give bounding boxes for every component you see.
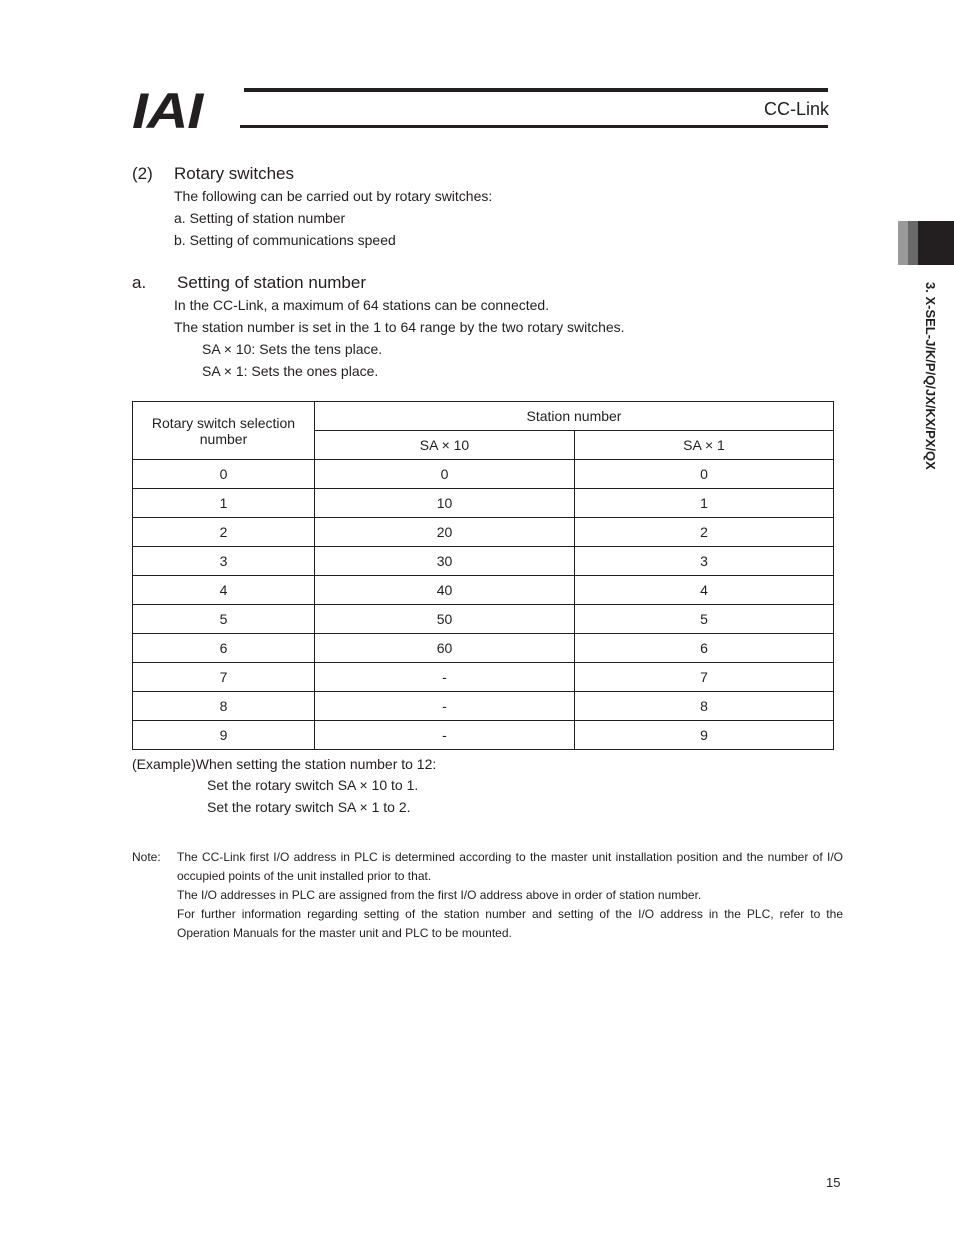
- section2-line: The following can be carried out by rotary switches:: [174, 188, 493, 204]
- table-cell: 8: [133, 692, 315, 721]
- table-cell: 8: [575, 692, 834, 721]
- table-cell: 2: [133, 518, 315, 547]
- table-cell: 60: [315, 634, 575, 663]
- section-a-subline: SA × 1: Sets the ones place.: [202, 363, 379, 379]
- iai-logo: IAI: [132, 83, 203, 139]
- note-paragraph: The I/O addresses in PLC are assigned from the first I/O address above in order of station number.: [177, 888, 702, 902]
- header-rule-top: [244, 88, 828, 92]
- table-cell: 4: [575, 576, 834, 605]
- section-a-line: The station number is set in the 1 to 64 range by the two rotary switches.: [174, 319, 625, 335]
- table-header-sa1: SA × 1: [575, 431, 834, 460]
- side-tab-mid: [908, 221, 918, 265]
- note-paragraph: For further information regarding setting of the station number and setting of the I/O address in the PLC, refer to the Operation Manuals for the master unit and PLC to be mounted.: [177, 907, 843, 940]
- table-cell: 40: [315, 576, 575, 605]
- table-cell: 5: [133, 605, 315, 634]
- header-rule-bottom: [240, 125, 828, 128]
- table-cell: 1: [575, 489, 834, 518]
- table-cell: 0: [133, 460, 315, 489]
- station-number-table: [132, 401, 834, 750]
- note-label: Note:: [132, 850, 161, 864]
- table-header-selection: Rotary switch selection number: [133, 402, 315, 460]
- section-a-subline: SA × 10: Sets the tens place.: [202, 341, 383, 357]
- table-cell: 30: [315, 547, 575, 576]
- table-cell: 0: [315, 460, 575, 489]
- section-a-line: In the CC-Link, a maximum of 64 stations can be connected.: [174, 297, 550, 313]
- example-line: Set the rotary switch SA × 1 to 2.: [207, 799, 411, 815]
- table-row: [133, 547, 834, 576]
- table-cell: 2: [575, 518, 834, 547]
- table-cell: 3: [133, 547, 315, 576]
- table-row: [133, 634, 834, 663]
- table-row: [133, 692, 834, 721]
- table-header-sa10: SA × 10: [315, 431, 575, 460]
- table-cell: 50: [315, 605, 575, 634]
- table-cell: 5: [575, 605, 834, 634]
- table-cell: 10: [315, 489, 575, 518]
- table-header-station-number: Station number: [315, 402, 834, 431]
- side-tab-light: [898, 221, 908, 265]
- header-title: CC-Link: [764, 99, 830, 119]
- table-cell: 9: [575, 721, 834, 750]
- table-cell: 6: [133, 634, 315, 663]
- section2-title: Rotary switches: [174, 164, 294, 183]
- table-row: [133, 460, 834, 489]
- table-row: [133, 605, 834, 634]
- side-tab-label: 3. X-SEL-J/K/P/Q/JX/KX/PX/QX: [923, 282, 938, 470]
- table-cell: -: [315, 721, 575, 750]
- note-paragraph: The CC-Link first I/O address in PLC is determined according to the master unit installation position and the number of I/O occupied points of the unit installed prior to that.: [177, 850, 843, 883]
- table-row: [133, 663, 834, 692]
- table-cell: 9: [133, 721, 315, 750]
- table-cell: 0: [575, 460, 834, 489]
- table-cell: -: [315, 663, 575, 692]
- table-cell: 6: [575, 634, 834, 663]
- section2-number: (2): [132, 164, 153, 183]
- table-cell: 20: [315, 518, 575, 547]
- section-a-number: a.: [132, 273, 147, 292]
- table-cell: 1: [133, 489, 315, 518]
- table-cell: 7: [133, 663, 315, 692]
- table-row: [133, 489, 834, 518]
- note-body: [177, 848, 843, 943]
- table-cell: 7: [575, 663, 834, 692]
- table-cell: 3: [575, 547, 834, 576]
- table-cell: 4: [133, 576, 315, 605]
- section-a-title: Setting of station number: [177, 273, 367, 292]
- table-cell: -: [315, 692, 575, 721]
- page-number: 15: [826, 1175, 841, 1190]
- section2-line: b. Setting of communications speed: [174, 232, 396, 248]
- section2-line: a. Setting of station number: [174, 210, 346, 226]
- side-tab-dark: [918, 221, 954, 265]
- example-intro: (Example)When setting the station number to 12:: [132, 756, 437, 772]
- table-row: [133, 576, 834, 605]
- table-row: [133, 721, 834, 750]
- table-row: [133, 518, 834, 547]
- example-line: Set the rotary switch SA × 10 to 1.: [207, 777, 419, 793]
